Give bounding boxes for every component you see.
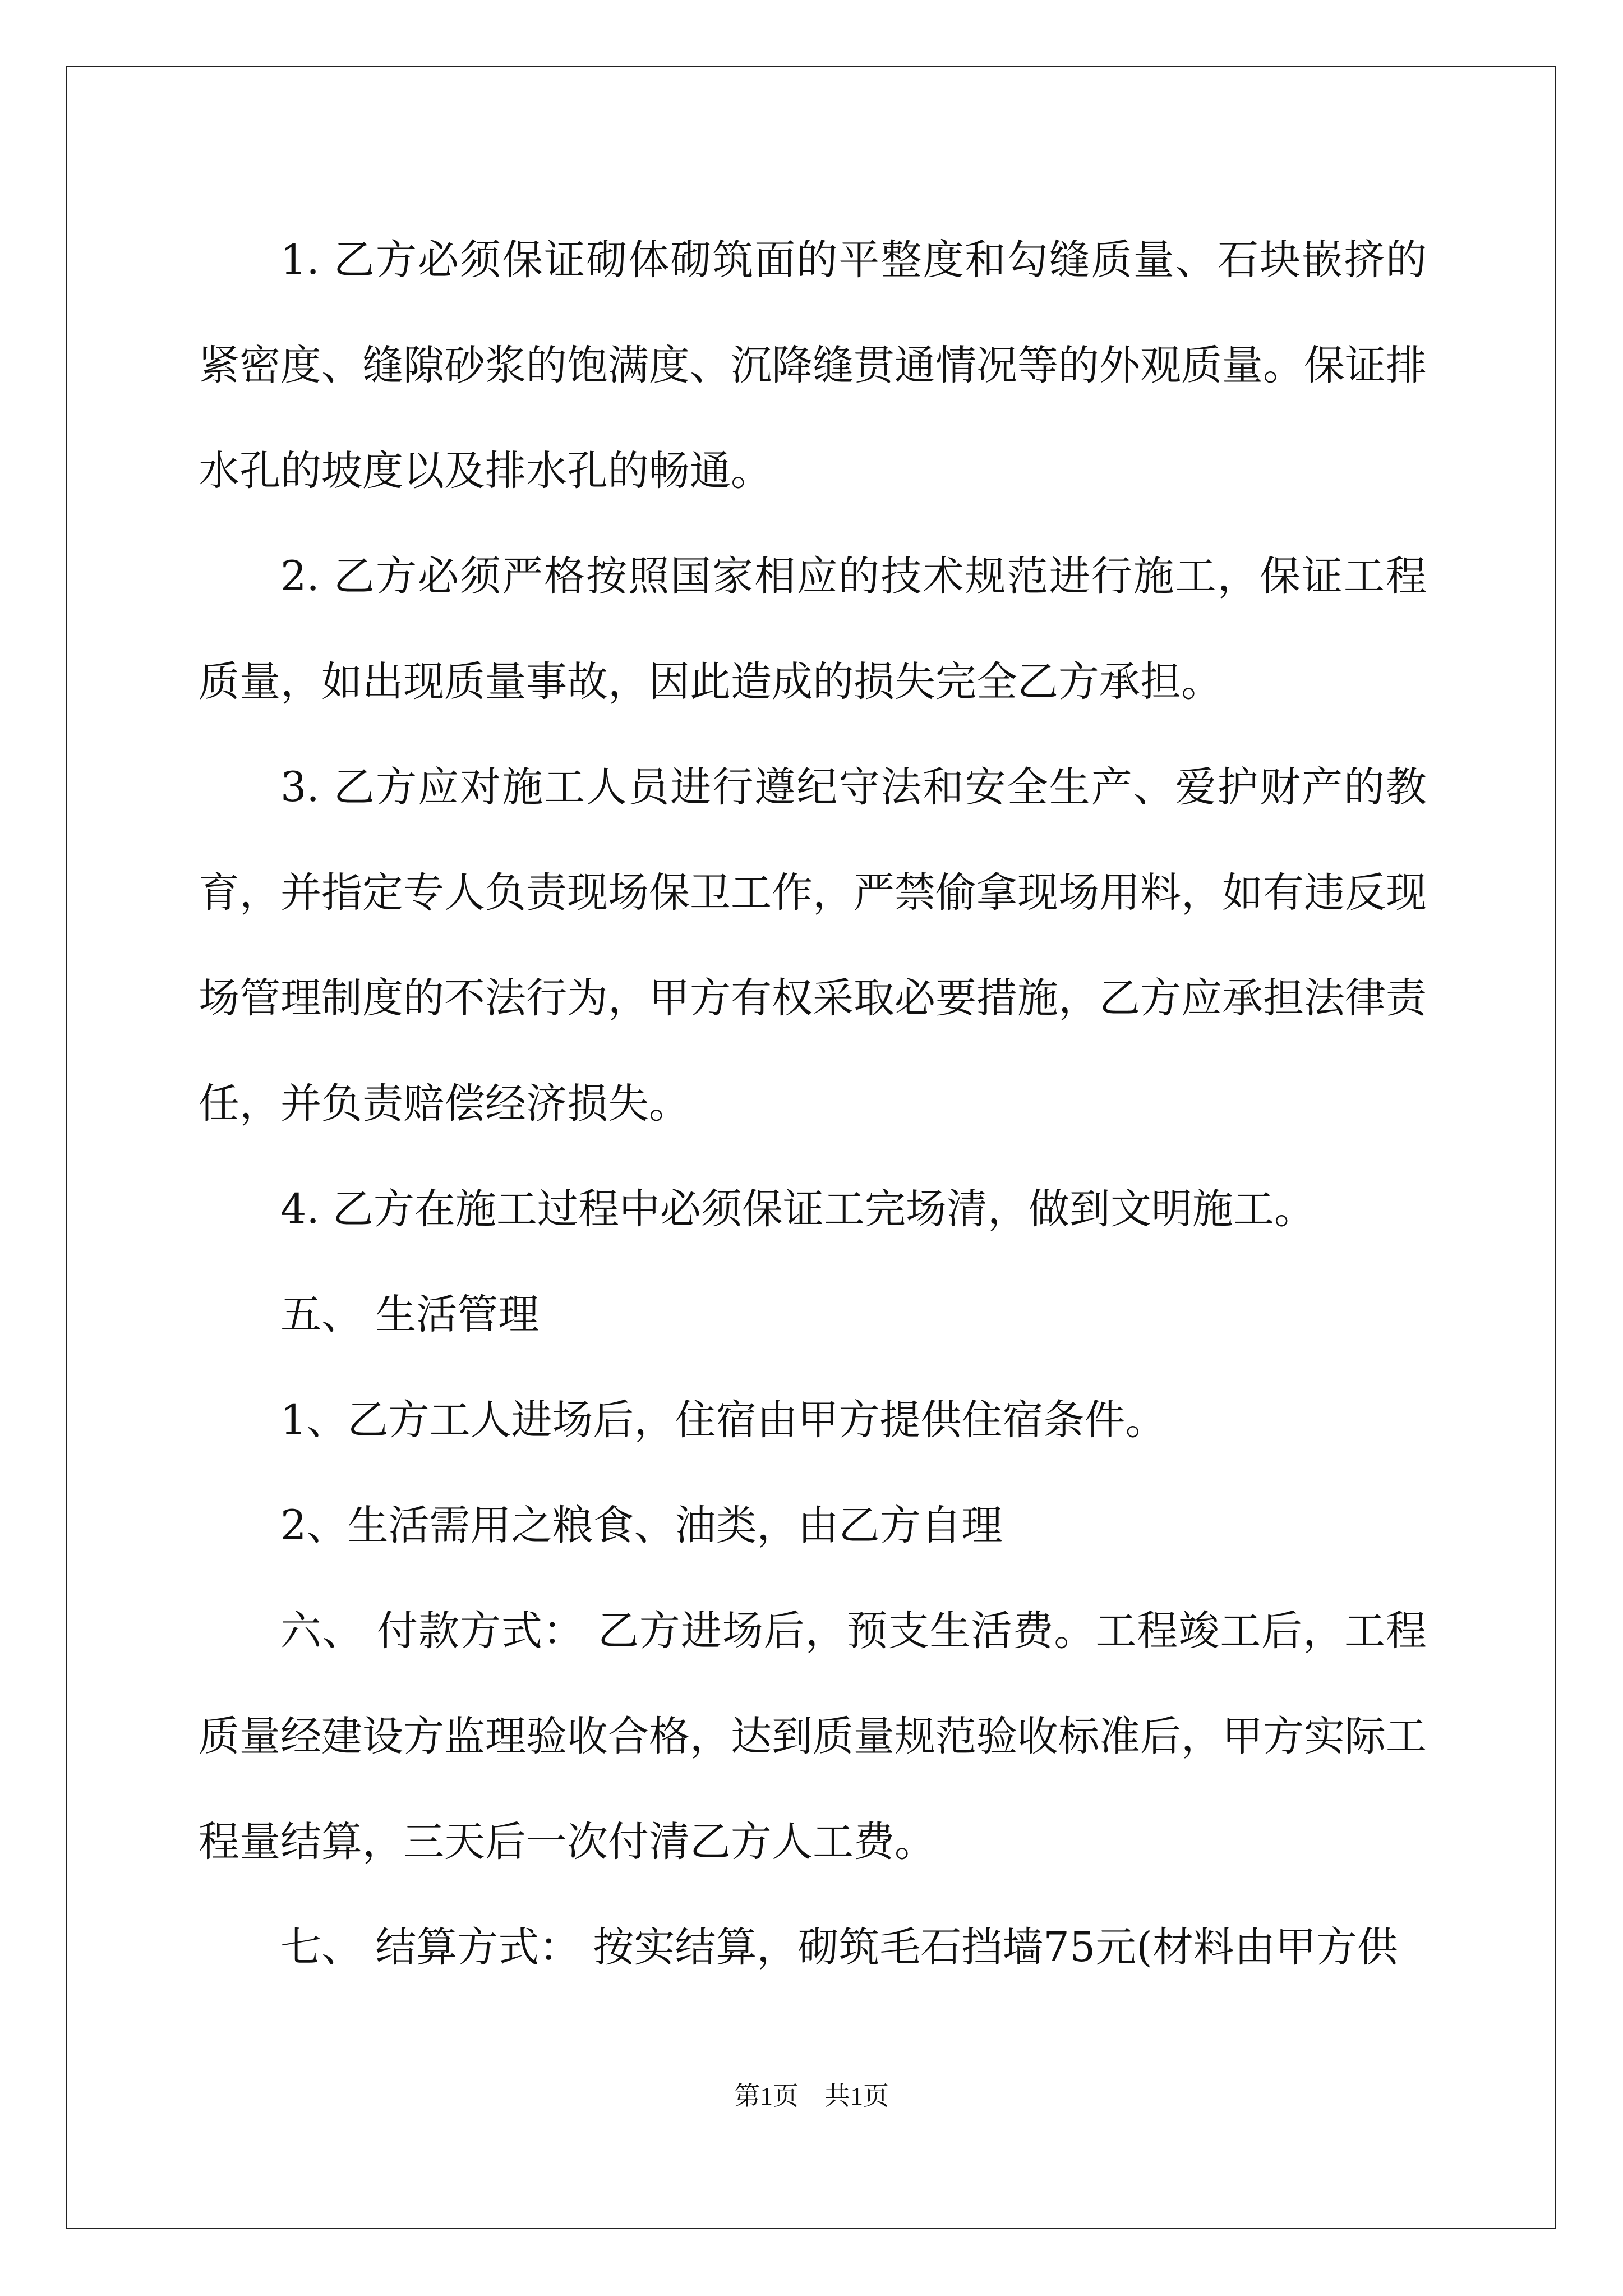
living-item-1: 1、乙方工人进场后，住宿由甲方提供住宿条件。 — [280, 1396, 1166, 1444]
section-settlement: 七、 结算方式： 按实结算，砌筑毛石挡墙75元(材料由甲方供 — [280, 1924, 1398, 1971]
page-number: 第1页 共1页 — [734, 2082, 889, 2110]
living-item-2: 2、生活需用之粮食、油类，由乙方自理 — [280, 1502, 1003, 1549]
clause-1: 1. 乙方必须保证砌体砌筑面的平整度和勾缝质量、石块嵌挤的紧密度、缝隙砂浆的饱满度、沉降缝贯通情况等的外观质量。保证排水孔的坡度以及排水孔的畅通。 — [199, 236, 1427, 495]
clause-3: 3. 乙方应对施工人员进行遵纪守法和安全生产、爱护财产的教育，并指定专人负责现场保卫工作，严禁偷拿现场用料，如有违反现场管理制度的不法行为，甲方有权采取必要措施，乙方应承担法律责任，并负责赔偿经济损失。 — [199, 763, 1427, 1128]
section-payment: 六、 付款方式： 乙方进场后，预支生活费。工程竣工后，工程质量经建设方监理验收合格，达到质量规范验收标准后，甲方实际工程量结算，三天后一次付清乙方人工费。 — [199, 1607, 1427, 1866]
section-heading-5: 五、 生活管理 — [280, 1291, 540, 1338]
clause-4: 4. 乙方在施工过程中必须保证工完场清，做到文明施工。 — [280, 1185, 1315, 1233]
document-body — [199, 208, 1427, 2000]
clause-2: 2. 乙方必须严格按照国家相应的技术规范进行施工，保证工程质量，如出现质量事故，因此造成的损失完全乙方承担。 — [199, 553, 1427, 706]
